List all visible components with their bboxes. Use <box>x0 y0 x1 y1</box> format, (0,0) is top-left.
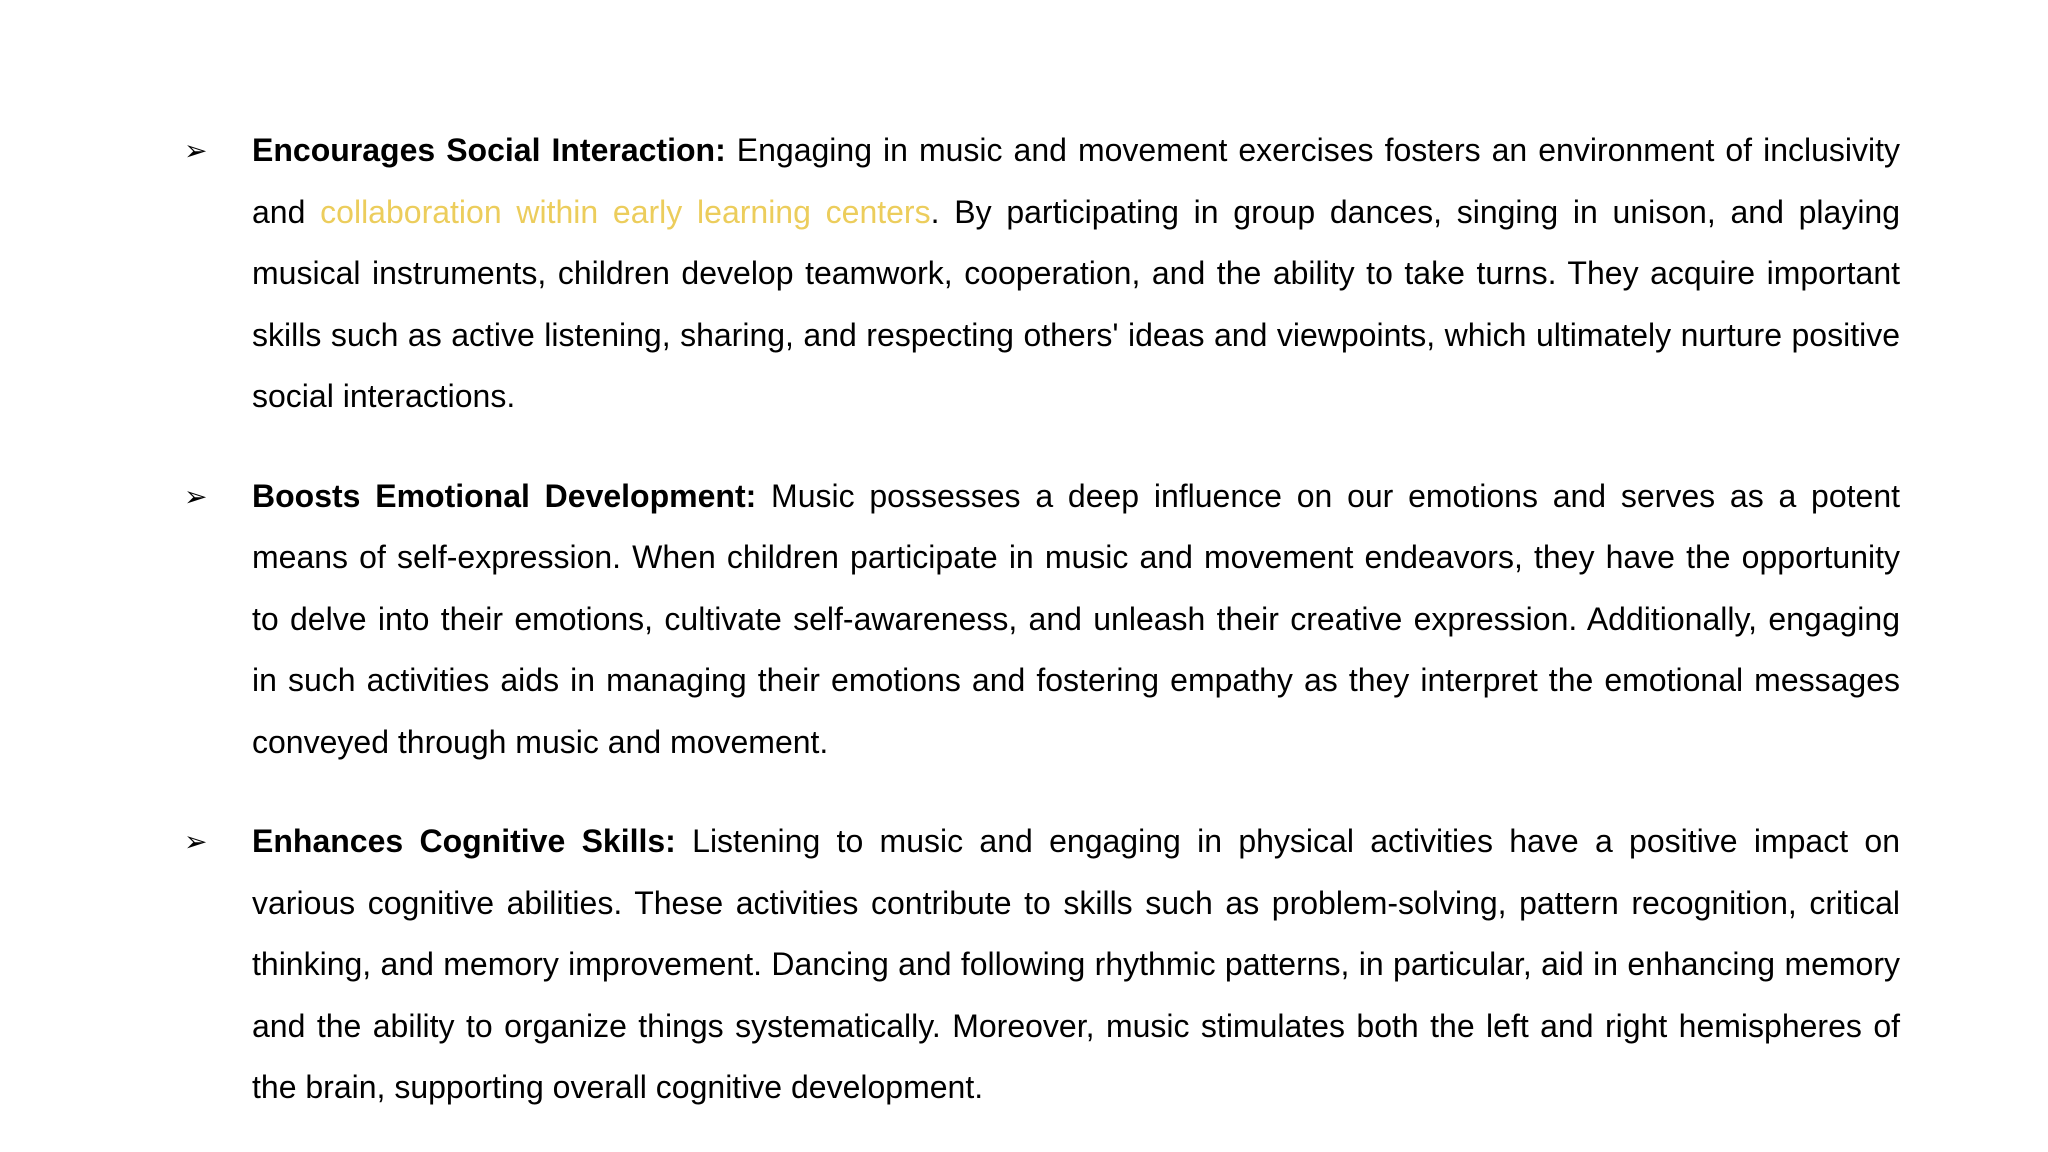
list-item-social-interaction <box>184 120 1900 428</box>
highlighted-link-text[interactable]: collaboration within early learning centers <box>320 193 931 230</box>
arrow-bullet-icon: ➢ <box>184 825 208 858</box>
body-text: . By participating in group dances, singing in unison, and playing musical instruments, children develop teamwork, cooperation, and the ability to take turns. They acquire important skills such as active listening, sharing, and respecting others' ideas and viewpoints, which ultimately nurture positive social interactions. <box>252 193 1901 414</box>
arrow-bullet-icon: ➢ <box>184 134 208 167</box>
body-text: Music possesses a deep influence on our emotions and serves as a potent means of self-expression. When children participate in music and movement endeavors, they have the opportunity to delve into their emotions, cultivate self-awareness, and unleash their creative expression. Additionally, engaging in such activities aids in managing their emotions and fostering empathy as they interpret the emotional messages conveyed through music and movement. <box>252 477 1901 760</box>
paragraph-cognitive-skills <box>252 811 1900 1119</box>
arrow-bullet-icon: ➢ <box>184 479 208 513</box>
list-item-emotional-development <box>184 466 1900 774</box>
paragraph-social-interaction <box>252 120 1900 428</box>
heading-social-interaction: Encourages Social Interaction: <box>252 132 726 168</box>
bullet-list <box>184 120 1900 1119</box>
body-text: Engaging in music and movement exercises fosters an environment of inclusivity and <box>252 132 1901 230</box>
body-text: Listening to music and engaging in physical activities have a positive impact on various cognitive abilities. These activities contribute to skills such as problem-solving, pattern recognition, critical thinking, and memory improvement. Dancing and following rhythmic patterns, in particular, aid in enhancing memory and the ability to organize things systematically. Moreover, music stimulates both the left and right hemispheres of the brain, supporting overall cognitive development. <box>252 823 1901 1105</box>
paragraph-emotional-development <box>252 466 1900 774</box>
list-item-cognitive-skills <box>184 811 1900 1119</box>
heading-emotional-development: Boosts Emotional Development: <box>252 477 757 514</box>
heading-cognitive-skills: Enhances Cognitive Skills: <box>252 823 676 859</box>
